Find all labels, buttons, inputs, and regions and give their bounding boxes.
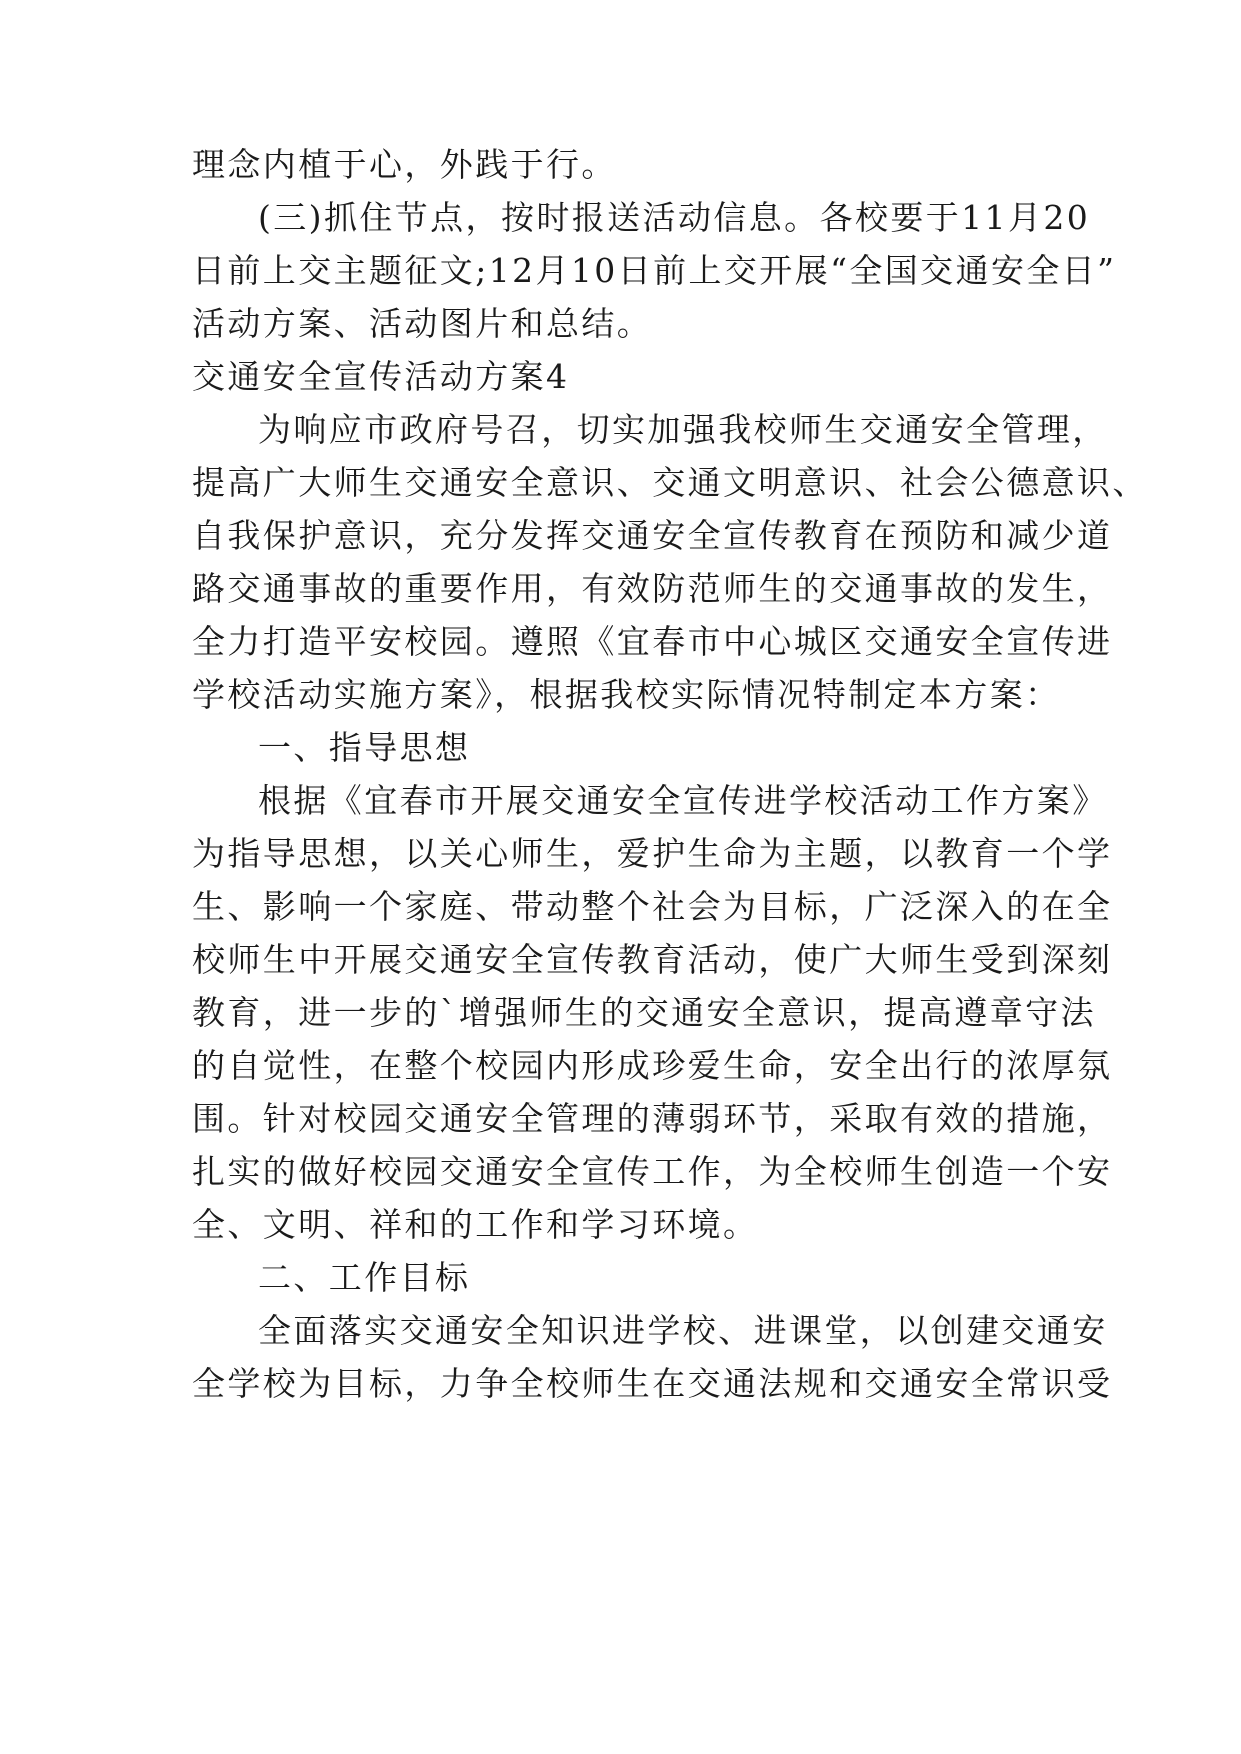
text-line: (三)抓住节点，按时报送活动信息。各校要于11月20 (258, 198, 1091, 237)
text-line: 的自觉性，在整个校园内形成珍爱生命，安全出行的浓厚氛 (192, 1046, 1113, 1085)
text-line: 路交通事故的重要作用，有效防范师生的交通事故的发生， (192, 569, 1113, 608)
text-line: 校师生中开展交通安全宣传教育活动，使广大师生受到深刻 (192, 940, 1113, 979)
text-line: 全力打造平安校园。遵照《宜春市中心城区交通安全宣传进 (192, 622, 1113, 661)
text-line: 自我保护意识，充分发挥交通安全宣传教育在预防和减少道 (192, 516, 1113, 555)
text-line: 学校活动实施方案》，根据我校实际情况特制定本方案： (192, 675, 1061, 714)
text-line: 根据《宜春市开展交通安全宣传进学校活动工作方案》 (258, 781, 1108, 820)
text-line: 为响应市政府号召，切实加强我校师生交通安全管理， (258, 410, 1108, 449)
text-line: 全面落实交通安全知识进学校、进课堂，以创建交通安 (258, 1311, 1108, 1350)
text-line: 全、文明、祥和的工作和学习环境。 (192, 1205, 759, 1244)
text-line: 活动方案、活动图片和总结。 (192, 304, 653, 343)
text-line: 教育，进一步的`增强师生的交通安全意识，提高遵章守法 (192, 993, 1096, 1032)
section-heading: 交通安全宣传活动方案4 (192, 357, 570, 396)
text-line: 生、影响一个家庭、带动整个社会为目标，广泛深入的在全 (192, 887, 1113, 926)
subheading: 一、指导思想 (258, 728, 471, 767)
text-line: 为指导思想，以关心师生，爱护生命为主题，以教育一个学 (192, 834, 1113, 873)
text-line: 全学校为目标，力争全校师生在交通法规和交通安全常识受 (192, 1364, 1113, 1403)
text-line: 理念内植于心，外践于行。 (192, 145, 617, 184)
text-line: 日前上交主题征文;12月10日前上交开展“全国交通安全日” (192, 251, 1117, 290)
text-line: 提高广大师生交通安全意识、交通文明意识、社会公德意识、 (192, 463, 1148, 502)
text-line: 围。针对校园交通安全管理的薄弱环节，采取有效的措施， (192, 1099, 1113, 1138)
text-line: 扎实的做好校园交通安全宣传工作，为全校师生创造一个安 (192, 1152, 1113, 1191)
subheading: 二、工作目标 (258, 1258, 471, 1297)
